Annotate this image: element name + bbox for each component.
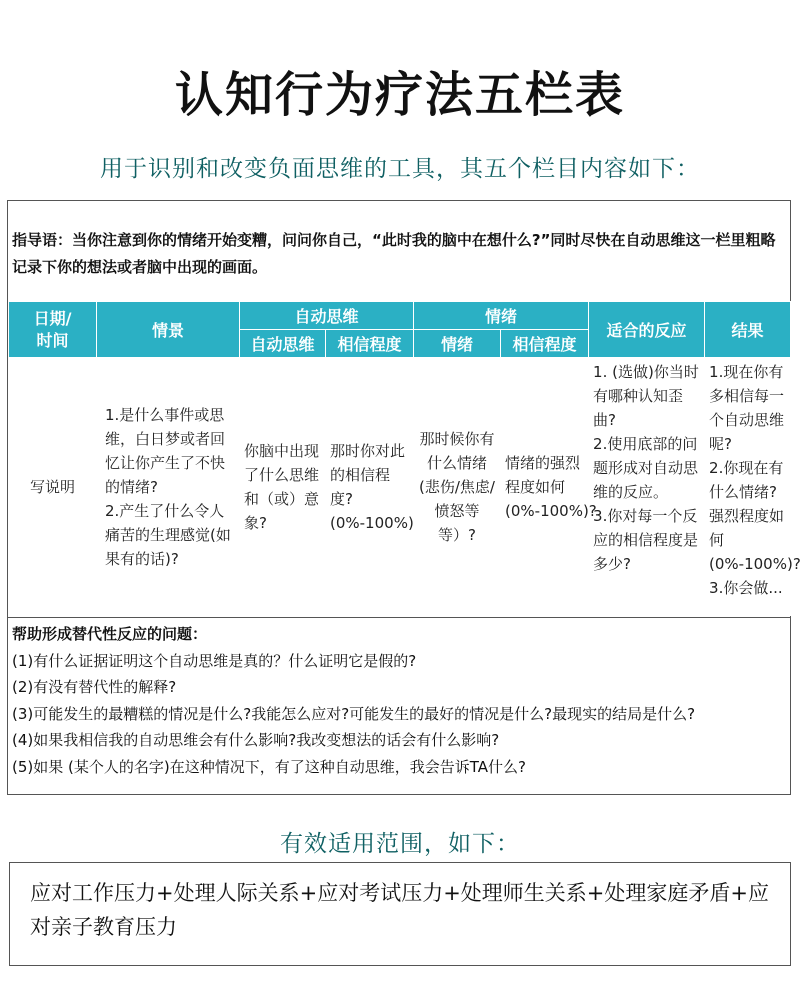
intro-text <box>12 227 784 281</box>
help-item: (3)可能发生的最糟糕的情况是什么?我能怎么应对?可能发生的最好的情况是什么?最现实的结局是什么? <box>12 704 696 723</box>
intro-bold: 导语：当你注意到你的情绪开始变糟，问问你自己，“此时我的脑中在想什么?”同时尽快在自动思维这一栏里粗略记录下你的想法或者脑中出现的画面。 <box>12 231 776 276</box>
scope-heading: 有效适用范围，如下： <box>280 831 520 857</box>
header-emotion-belief: 相信程度 <box>501 330 589 358</box>
cell-result: 1.现在你有多相信每一个自动思维呢? 2.你现在有什么情绪?强烈程度如何(0%-100%)? 3.你会做... <box>705 358 791 616</box>
header-response: 适合的反应 <box>589 302 705 358</box>
help-item: (5)如果 (某个人的名字)在这种情况下，有了这种自动思维，我会告诉TA什么? <box>12 757 526 776</box>
cell-auto-belief: 那时你对此的相信程度?(0%-100%) <box>326 358 414 616</box>
help-item: (2)有没有替代性的解释? <box>12 678 177 696</box>
intro-prefix: 指 <box>12 231 28 249</box>
header-date: 日期/时间 <box>9 302 97 358</box>
header-auto-belief: 相信程度 <box>326 330 414 358</box>
header-auto-thought: 自动思维 <box>240 330 326 358</box>
cell-emotion: 那时候你有什么情绪(悲伤/焦虑/愤怒等等）? <box>414 358 501 616</box>
header-result: 结果 <box>705 302 791 358</box>
cell-emotion-belief: 情绪的强烈程度如何(0%-100%)? <box>501 358 589 616</box>
help-heading: 帮助形成替代性反应的问题： <box>12 625 208 643</box>
cell-response: 1. (选做)你当时有哪种认知歪曲? 2.使用底部的问题形成对自动思维的反应。 3.你对每一个反应的相信程度是多少? <box>589 358 705 616</box>
cbt-table <box>8 301 801 616</box>
help-item: (4)如果我相信我的自动思维会有什么影响?我改变想法的话会有什么影响? <box>12 731 500 749</box>
cell-auto-thought: 你脑中出现了什么思维和（或）意象? <box>240 358 326 616</box>
cell-situation: 1.是什么事件或思维，白日梦或者回忆让你产生了不快的情绪? 2.产生了什么令人痛苦的生理感觉(如果有的话)? <box>97 358 240 616</box>
scope-box <box>9 862 791 966</box>
help-questions <box>8 617 790 794</box>
page-subtitle: 用于识别和改变负面思维的工具，其五个栏目内容如下： <box>100 156 700 182</box>
header-emotion: 情绪 <box>414 330 501 358</box>
help-item: (1)有什么证据证明这个自动思维是真的？什么证明它是假的? <box>12 651 417 670</box>
scope-text: 应对工作压力+处理人际关系+应对考试压力+处理师生关系+处理家庭矛盾+应对亲子教育压力 <box>30 881 769 939</box>
cell-date: 写说明 <box>9 358 97 616</box>
page-title: 认知行为疗法五栏表 <box>174 67 625 123</box>
five-column-form <box>7 200 801 795</box>
header-emotion-group: 情绪 <box>414 302 589 330</box>
header-auto-thought-group: 自动思维 <box>240 302 414 330</box>
header-situation: 情景 <box>97 302 240 358</box>
